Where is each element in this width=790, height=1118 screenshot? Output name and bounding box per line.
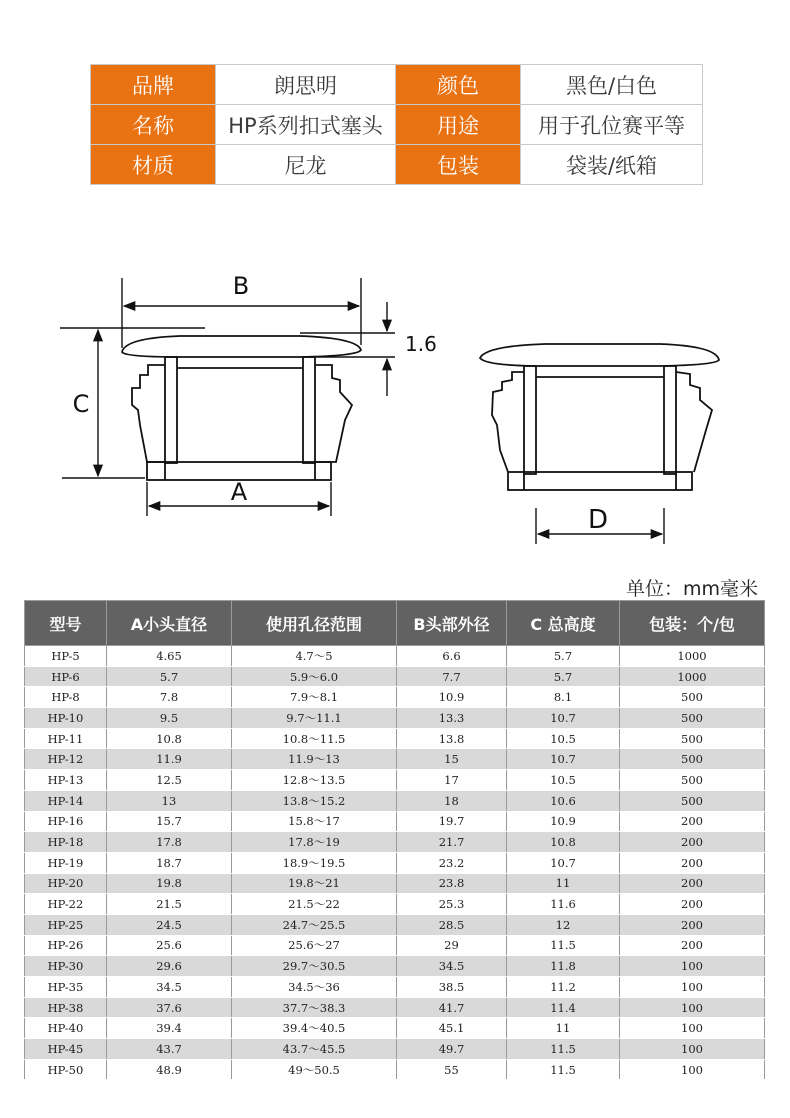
spec-header-cell: B头部外径 [397, 601, 507, 646]
table-cell: HP-40 [25, 1018, 107, 1039]
table-cell: 43.7 [107, 1039, 232, 1060]
table-cell: 55 [397, 1059, 507, 1080]
info-value: 朗思明 [216, 65, 396, 105]
table-cell: 11.4 [507, 997, 620, 1018]
info-key: 名称 [91, 105, 216, 145]
table-cell: 13.8 [397, 728, 507, 749]
table-cell: HP-25 [25, 914, 107, 935]
table-cell: 39.4 [107, 1018, 232, 1039]
table-cell: 37.6 [107, 997, 232, 1018]
table-cell: 10.8 [507, 832, 620, 853]
table-cell: 5.7 [107, 666, 232, 687]
table-cell: HP-26 [25, 935, 107, 956]
table-cell: 23.2 [397, 852, 507, 873]
table-cell: 200 [620, 914, 765, 935]
table-cell: 500 [620, 708, 765, 729]
side-view [60, 278, 395, 516]
table-cell: 37.7～38.3 [232, 997, 397, 1018]
table-row [25, 646, 765, 667]
table-row [25, 1059, 765, 1080]
info-key: 材质 [91, 145, 216, 185]
table-cell: 100 [620, 1039, 765, 1060]
dim-label-a: A [230, 478, 248, 506]
plug-diagram-svg [0, 240, 790, 560]
table-cell: 9.7～11.1 [232, 708, 397, 729]
table-row [25, 997, 765, 1018]
table-cell: 7.8 [107, 687, 232, 708]
table-cell: 43.7～45.5 [232, 1039, 397, 1060]
table-cell: 200 [620, 894, 765, 915]
table-row [25, 873, 765, 894]
table-cell: 34.5～36 [232, 977, 397, 998]
info-row [91, 105, 703, 145]
table-cell: HP-45 [25, 1039, 107, 1060]
table-cell: 4.7～5 [232, 646, 397, 667]
info-key: 用途 [396, 105, 521, 145]
table-cell: 6.6 [397, 646, 507, 667]
spec-header-cell: A小头直径 [107, 601, 232, 646]
table-cell: 29.7～30.5 [232, 956, 397, 977]
info-value: 尼龙 [216, 145, 396, 185]
technical-drawing [0, 240, 790, 560]
table-cell: HP-35 [25, 977, 107, 998]
table-cell: 41.7 [397, 997, 507, 1018]
table-row [25, 914, 765, 935]
table-cell: 34.5 [397, 956, 507, 977]
table-cell: 7.9～8.1 [232, 687, 397, 708]
table-cell: 17.8 [107, 832, 232, 853]
spec-table [24, 600, 765, 1080]
table-row [25, 770, 765, 791]
spec-header-cell: C 总高度 [507, 601, 620, 646]
table-cell: 200 [620, 873, 765, 894]
table-cell: 4.65 [107, 646, 232, 667]
table-cell: 5.7 [507, 666, 620, 687]
table-cell: 11.5 [507, 935, 620, 956]
stem-left [165, 357, 177, 463]
table-cell: 28.5 [397, 914, 507, 935]
table-cell: 11.9 [107, 749, 232, 770]
table-cell: HP-20 [25, 873, 107, 894]
table-cell: 200 [620, 811, 765, 832]
info-value: 黑色/白色 [521, 65, 703, 105]
table-cell: 5.9～6.0 [232, 666, 397, 687]
spec-table-body [25, 646, 765, 1080]
table-cell: 10.9 [397, 687, 507, 708]
table-cell: 1000 [620, 666, 765, 687]
flange-left [132, 365, 165, 462]
table-cell: 11.9～13 [232, 749, 397, 770]
table-cell: HP-11 [25, 728, 107, 749]
table-cell: 10.5 [507, 770, 620, 791]
spec-header-row [25, 601, 765, 646]
table-cell: 9.5 [107, 708, 232, 729]
table-row [25, 894, 765, 915]
table-cell: 18.7 [107, 852, 232, 873]
table-cell: 21.7 [397, 832, 507, 853]
table-cell: 19.8～21 [232, 873, 397, 894]
table-cell: 21.5 [107, 894, 232, 915]
table-cell: HP-13 [25, 770, 107, 791]
table-cell: 7.7 [397, 666, 507, 687]
dim-label-d: D [587, 505, 609, 535]
table-cell: 38.5 [397, 977, 507, 998]
table-cell: HP-10 [25, 708, 107, 729]
table-cell: HP-14 [25, 790, 107, 811]
table-cell: 12 [507, 914, 620, 935]
table-cell: 15 [397, 749, 507, 770]
table-cell: 13.8～15.2 [232, 790, 397, 811]
table-cell: 100 [620, 1018, 765, 1039]
info-value: 用于孔位赛平等 [521, 105, 703, 145]
info-key: 颜色 [396, 65, 521, 105]
table-cell: HP-38 [25, 997, 107, 1018]
table-cell: 10.7 [507, 708, 620, 729]
table-cell: 12.8～13.5 [232, 770, 397, 791]
spec-header-cell: 使用孔径范围 [232, 601, 397, 646]
table-cell: 24.5 [107, 914, 232, 935]
table-cell: 29 [397, 935, 507, 956]
table-cell: 45.1 [397, 1018, 507, 1039]
cap-shape [122, 336, 361, 357]
dim-label-c: C [72, 390, 90, 418]
spec-header-cell: 包装：个/包 [620, 601, 765, 646]
table-cell: 17 [397, 770, 507, 791]
table-cell: 200 [620, 832, 765, 853]
unit-label: 单位：mm毫米 [625, 578, 758, 600]
table-cell: HP-16 [25, 811, 107, 832]
table-cell: 24.7～25.5 [232, 914, 397, 935]
table-cell: 21.5～22 [232, 894, 397, 915]
table-cell: 29.6 [107, 956, 232, 977]
table-cell: 10.7 [507, 749, 620, 770]
table-cell: HP-12 [25, 749, 107, 770]
dim-label-thickness: 1.6 [405, 332, 437, 356]
table-cell: HP-18 [25, 832, 107, 853]
table-cell: 34.5 [107, 977, 232, 998]
table-cell: 500 [620, 728, 765, 749]
table-cell: 15.8～17 [232, 811, 397, 832]
table-cell: 13 [107, 790, 232, 811]
flange-right [676, 372, 712, 472]
table-cell: 1000 [620, 646, 765, 667]
table-cell: 11.6 [507, 894, 620, 915]
table-cell: 10.7 [507, 852, 620, 873]
table-cell: 11 [507, 1018, 620, 1039]
table-cell: 5.7 [507, 646, 620, 667]
table-cell: 8.1 [507, 687, 620, 708]
spec-header-cell: 型号 [25, 601, 107, 646]
table-cell: 19.8 [107, 873, 232, 894]
table-cell: 11 [507, 873, 620, 894]
table-cell: 39.4～40.5 [232, 1018, 397, 1039]
table-cell: HP-50 [25, 1059, 107, 1080]
table-row [25, 687, 765, 708]
table-cell: 12.5 [107, 770, 232, 791]
stem-left [524, 366, 536, 474]
table-cell: 11.5 [507, 1039, 620, 1060]
table-cell: 11.2 [507, 977, 620, 998]
table-cell: 10.9 [507, 811, 620, 832]
table-cell: 100 [620, 997, 765, 1018]
table-cell: 500 [620, 790, 765, 811]
table-cell: 11.8 [507, 956, 620, 977]
table-cell: 500 [620, 749, 765, 770]
table-cell: 49～50.5 [232, 1059, 397, 1080]
table-cell: 10.8～11.5 [232, 728, 397, 749]
table-cell: 25.6 [107, 935, 232, 956]
table-cell: 25.6～27 [232, 935, 397, 956]
info-value: 袋装/纸箱 [521, 145, 703, 185]
cap-shape [480, 344, 719, 366]
table-row [25, 1039, 765, 1060]
table-cell: 13.3 [397, 708, 507, 729]
info-key: 品牌 [91, 65, 216, 105]
table-cell: 17.8～19 [232, 832, 397, 853]
table-cell: 10.8 [107, 728, 232, 749]
table-cell: HP-22 [25, 894, 107, 915]
table-row [25, 977, 765, 998]
table-cell: HP-5 [25, 646, 107, 667]
table-cell: 10.6 [507, 790, 620, 811]
table-cell: 18.9～19.5 [232, 852, 397, 873]
table-cell: 18 [397, 790, 507, 811]
table-row [25, 790, 765, 811]
table-cell: 100 [620, 1059, 765, 1080]
table-row [25, 852, 765, 873]
table-cell: 10.5 [507, 728, 620, 749]
table-row [25, 749, 765, 770]
table-cell: 49.7 [397, 1039, 507, 1060]
table-cell: 500 [620, 770, 765, 791]
info-row [91, 145, 703, 185]
info-value: HP系列扣式塞头 [216, 105, 396, 145]
table-row [25, 956, 765, 977]
stem-right [303, 357, 315, 463]
table-cell: 100 [620, 977, 765, 998]
table-cell: 19.7 [397, 811, 507, 832]
table-cell: 200 [620, 852, 765, 873]
table-cell: HP-8 [25, 687, 107, 708]
flange-left [492, 372, 524, 472]
product-info-table [90, 64, 703, 185]
flange-right [315, 365, 352, 462]
table-cell: 23.8 [397, 873, 507, 894]
table-row [25, 666, 765, 687]
stem-right [664, 366, 676, 474]
table-cell: 500 [620, 687, 765, 708]
table-cell: HP-30 [25, 956, 107, 977]
table-row [25, 1018, 765, 1039]
table-row [25, 728, 765, 749]
table-cell: HP-6 [25, 666, 107, 687]
table-cell: 25.3 [397, 894, 507, 915]
info-row [91, 65, 703, 105]
table-cell: 48.9 [107, 1059, 232, 1080]
table-cell: 15.7 [107, 811, 232, 832]
table-row [25, 832, 765, 853]
dim-label-b: B [232, 272, 250, 300]
table-cell: 100 [620, 956, 765, 977]
table-row [25, 811, 765, 832]
table-cell: 200 [620, 935, 765, 956]
table-cell: 11.5 [507, 1059, 620, 1080]
info-key: 包装 [396, 145, 521, 185]
table-row [25, 708, 765, 729]
table-row [25, 935, 765, 956]
table-cell: HP-19 [25, 852, 107, 873]
